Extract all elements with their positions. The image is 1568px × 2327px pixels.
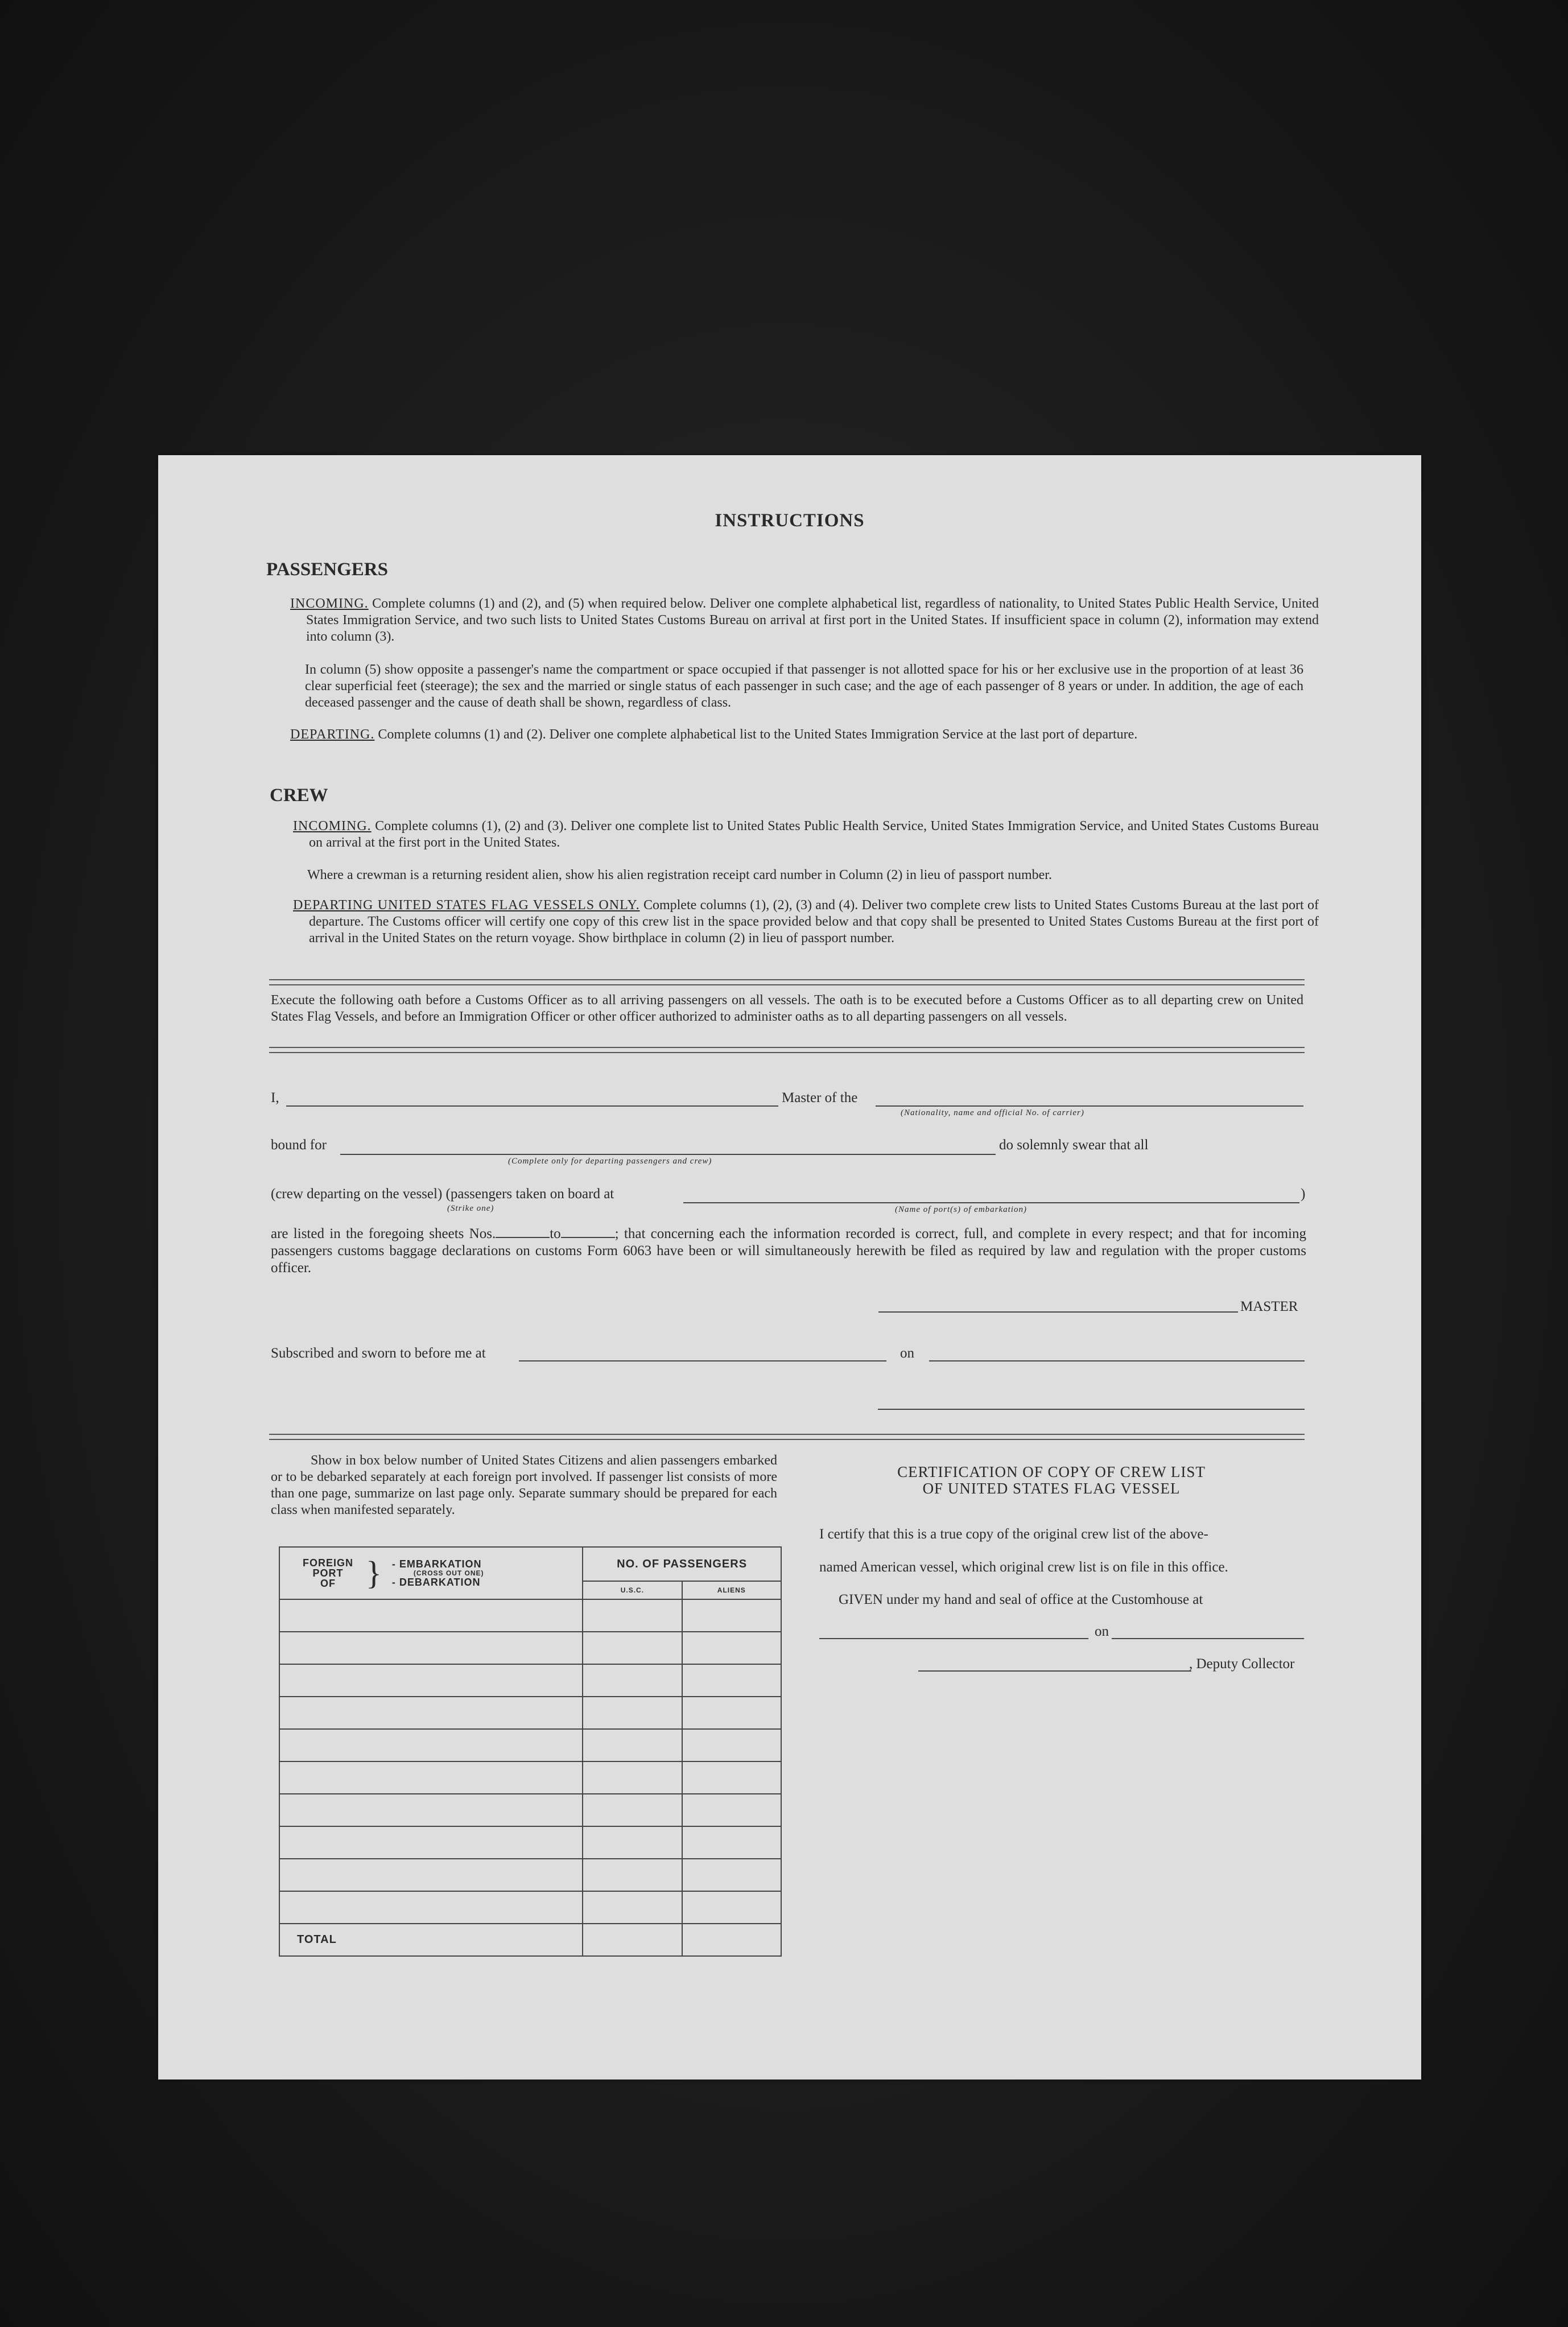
of-label: OF	[320, 1578, 336, 1589]
port-label: PORT	[312, 1567, 344, 1579]
aliens-cell[interactable]	[682, 1794, 781, 1826]
page-title: INSTRUCTIONS	[715, 510, 865, 531]
embarkation-label[interactable]: - EMBARKATION	[391, 1558, 482, 1570]
oath-name-line[interactable]	[286, 1105, 778, 1107]
oath-vessel-line[interactable]	[876, 1105, 1303, 1107]
execute-paragraph: Execute the following oath before a Customs Officer as to all arriving passengers on all vessels. The oath is to be executed before a Customs Officer as to all departing crew on United States Flag Vessels, and before an Immigration Officer or other officer authorized to administer oaths as to all departing passengers on all vessels.	[271, 993, 1303, 1024]
usc-cell[interactable]	[583, 1664, 682, 1697]
usc-cell[interactable]	[583, 1599, 682, 1632]
no-of-passengers-header: NO. OF PASSENGERS	[583, 1547, 781, 1581]
master-label: MASTER	[1240, 1299, 1298, 1314]
debarkation-label[interactable]: - DEBARKATION	[391, 1577, 481, 1588]
oath-listed-b: ; that concerning each the information recorded is correct, full, and complete in every respect; and that for incoming passengers customs baggage declarations on customs Form 6063 have been or will simultaneously herewith be filed as required by law and regulation with the proper customs officer.	[271, 1226, 1306, 1276]
usc-cell[interactable]	[583, 1891, 682, 1924]
crew-departing-lead: DEPARTING UNITED STATES FLAG VESSELS ONLY.	[293, 898, 640, 913]
certify-line-2: named American vessel, which original crew list is on file in this office.	[819, 1559, 1228, 1575]
summary-intro: Show in box below number of United States Citizens and alien passengers embarked or to be debarked separately at each foreign port involved. If passenger list consists of more than one page, summarize on last page only. Separate summary should be prepared for each class when manifested separately.	[271, 1453, 777, 1517]
crew-departing-text: Complete columns (1), (2), (3) and (4). Deliver two complete crew lists to United States Customs Bureau at the last port of departure. The Customs officer will certify one copy of this crew list in the space provided below and that copy shall be presented to United States Customs Bureau at the first port of arrival in the United States on the return voyage. Show birthplace in column (2) in lieu of passport number.	[309, 898, 1319, 946]
strike-one-caption: (Strike one)	[447, 1204, 494, 1213]
oath-close-paren: )	[1301, 1186, 1306, 1202]
port-cell[interactable]	[279, 1664, 583, 1697]
passengers-incoming-text: Complete columns (1) and (2), and (5) when required below. Deliver one complete alphabetical list, regardless of nationality, to United States Public Health Service, United States Immigration Service, and two such lists to United States Customs Bureau on arrival at first port in the United States. If insufficient space in column (2), information may extend into column (3).	[306, 596, 1319, 644]
port-cell[interactable]	[279, 1729, 583, 1761]
cross-out-one-label: (CROSS OUT ONE)	[413, 1569, 484, 1577]
passengers-incoming-paragraph	[290, 596, 1319, 645]
subscribed-date-line[interactable]	[929, 1360, 1305, 1361]
oath-listed-to: to	[550, 1226, 561, 1241]
usc-cell[interactable]	[583, 1761, 682, 1794]
usc-cell[interactable]	[583, 1697, 682, 1729]
crew-heading: CREW	[270, 785, 328, 806]
divider-3	[269, 1434, 1305, 1440]
crew-incoming-paragraph	[293, 818, 1319, 851]
usc-cell[interactable]	[583, 1859, 682, 1891]
ports-caption: (Name of port(s) of embarkation)	[895, 1205, 1027, 1214]
oath-i-label: I,	[271, 1090, 279, 1105]
subscribed-on-label: on	[900, 1346, 914, 1361]
aliens-cell[interactable]	[682, 1697, 781, 1729]
crew-departing-paragraph	[293, 897, 1319, 947]
passengers-heading: PASSENGERS	[266, 559, 388, 580]
oath-master-of: Master of the	[782, 1090, 858, 1105]
passenger-summary-table	[279, 1546, 782, 1957]
given-line: GIVEN under my hand and seal of office at the Customhouse at	[839, 1592, 1203, 1607]
crew-incoming-lead: INCOMING.	[293, 819, 372, 834]
aliens-cell[interactable]	[682, 1664, 781, 1697]
sheet-to-blank[interactable]	[561, 1237, 615, 1238]
complete-only-caption: (Complete only for departing passengers and crew)	[508, 1157, 712, 1166]
usc-cell[interactable]	[583, 1632, 682, 1664]
certification-on-label: on	[1095, 1624, 1109, 1639]
foreign-label: FOREIGN	[303, 1557, 354, 1569]
subscribed-place-line[interactable]	[519, 1360, 886, 1361]
aliens-cell[interactable]	[682, 1632, 781, 1664]
usc-cell[interactable]	[583, 1794, 682, 1826]
aliens-header: ALIENS	[682, 1581, 781, 1599]
aliens-cell[interactable]	[682, 1891, 781, 1924]
passengers-column5-paragraph: In column (5) show opposite a passenger's name the compartment or space occupied if that passenger is not allotted space for his or her exclusive use in the proportion of at least 36 clear superficial feet (steerage); the sex and the married or single status of each passenger in such case; and the age of each passenger of 8 years or under. In addition, the age of each deceased passenger and the cause of death shall be shown, regardless of class.	[305, 662, 1303, 710]
usc-cell[interactable]	[583, 1826, 682, 1859]
form-page	[158, 455, 1421, 2080]
certification-heading	[801, 1464, 1302, 1497]
oath-swear: do solemnly swear that all	[999, 1137, 1149, 1153]
brace-glyph: }	[366, 1554, 382, 1591]
deputy-collector-label: , Deputy Collector	[1189, 1656, 1295, 1672]
certification-heading-2: OF UNITED STATES FLAG VESSEL	[922, 1480, 1181, 1497]
nationality-caption: (Nationality, name and official No. of carrier)	[901, 1108, 1084, 1117]
total-label: TOTAL	[279, 1924, 583, 1956]
oath-listed-paragraph	[271, 1226, 1306, 1277]
crew-resident-paragraph: Where a crewman is a returning resident alien, show his alien registration receipt card number in Column (2) in lieu of passport number.	[307, 868, 1052, 882]
customhouse-place-line[interactable]	[819, 1638, 1088, 1639]
usc-total-cell[interactable]	[583, 1924, 682, 1956]
aliens-cell[interactable]	[682, 1729, 781, 1761]
oath-bound-for-line[interactable]	[340, 1154, 996, 1155]
aliens-cell[interactable]	[682, 1859, 781, 1891]
foreign-port-of-label	[303, 1558, 353, 1589]
aliens-total-cell[interactable]	[682, 1924, 781, 1956]
usc-cell[interactable]	[583, 1729, 682, 1761]
port-cell[interactable]	[279, 1891, 583, 1924]
passengers-departing-paragraph	[290, 727, 1319, 743]
oath-listed-a: are listed in the foregoing sheets Nos.	[271, 1226, 496, 1241]
aliens-cell[interactable]	[682, 1761, 781, 1794]
port-cell[interactable]	[279, 1761, 583, 1794]
aliens-cell[interactable]	[682, 1826, 781, 1859]
subscribed-label: Subscribed and sworn to before me at	[271, 1346, 486, 1361]
certify-line-1: I certify that this is a true copy of the original crew list of the above-	[819, 1526, 1208, 1542]
oath-bound-for: bound for	[271, 1137, 327, 1153]
passengers-incoming-lead: INCOMING.	[290, 596, 369, 611]
crew-incoming-text: Complete columns (1), (2) and (3). Deliver one complete list to United States Public Health Service, United States Immigration Service, and United States Customs Bureau on arrival at the first port in the United States.	[309, 819, 1319, 850]
port-cell[interactable]	[279, 1632, 583, 1664]
port-cell[interactable]	[279, 1697, 583, 1729]
port-cell[interactable]	[279, 1826, 583, 1859]
port-cell[interactable]	[279, 1794, 583, 1826]
aliens-cell[interactable]	[682, 1599, 781, 1632]
passengers-departing-text: Complete columns (1) and (2). Deliver one complete alphabetical list to the United States Immigration Service at the last port of departure.	[378, 727, 1138, 742]
oath-embarkation-line[interactable]	[683, 1202, 1299, 1203]
port-header-cell	[279, 1547, 583, 1599]
port-cell[interactable]	[279, 1599, 583, 1632]
master-signature-line[interactable]	[878, 1311, 1238, 1313]
officer-signature-line[interactable]	[878, 1409, 1305, 1410]
divider-1	[269, 979, 1305, 985]
usc-header: U.S.C.	[583, 1581, 682, 1599]
divider-2	[269, 1047, 1305, 1053]
sheet-from-blank[interactable]	[496, 1237, 550, 1238]
passengers-departing-lead: DEPARTING.	[290, 727, 375, 742]
certification-date-line[interactable]	[1112, 1638, 1304, 1639]
oath-crew-departing: (crew departing on the vessel) (passengers taken on board at	[271, 1186, 614, 1202]
deputy-signature-line[interactable]	[918, 1670, 1191, 1672]
certification-heading-1: CERTIFICATION OF COPY OF CREW LIST	[897, 1463, 1206, 1480]
port-cell[interactable]	[279, 1859, 583, 1891]
